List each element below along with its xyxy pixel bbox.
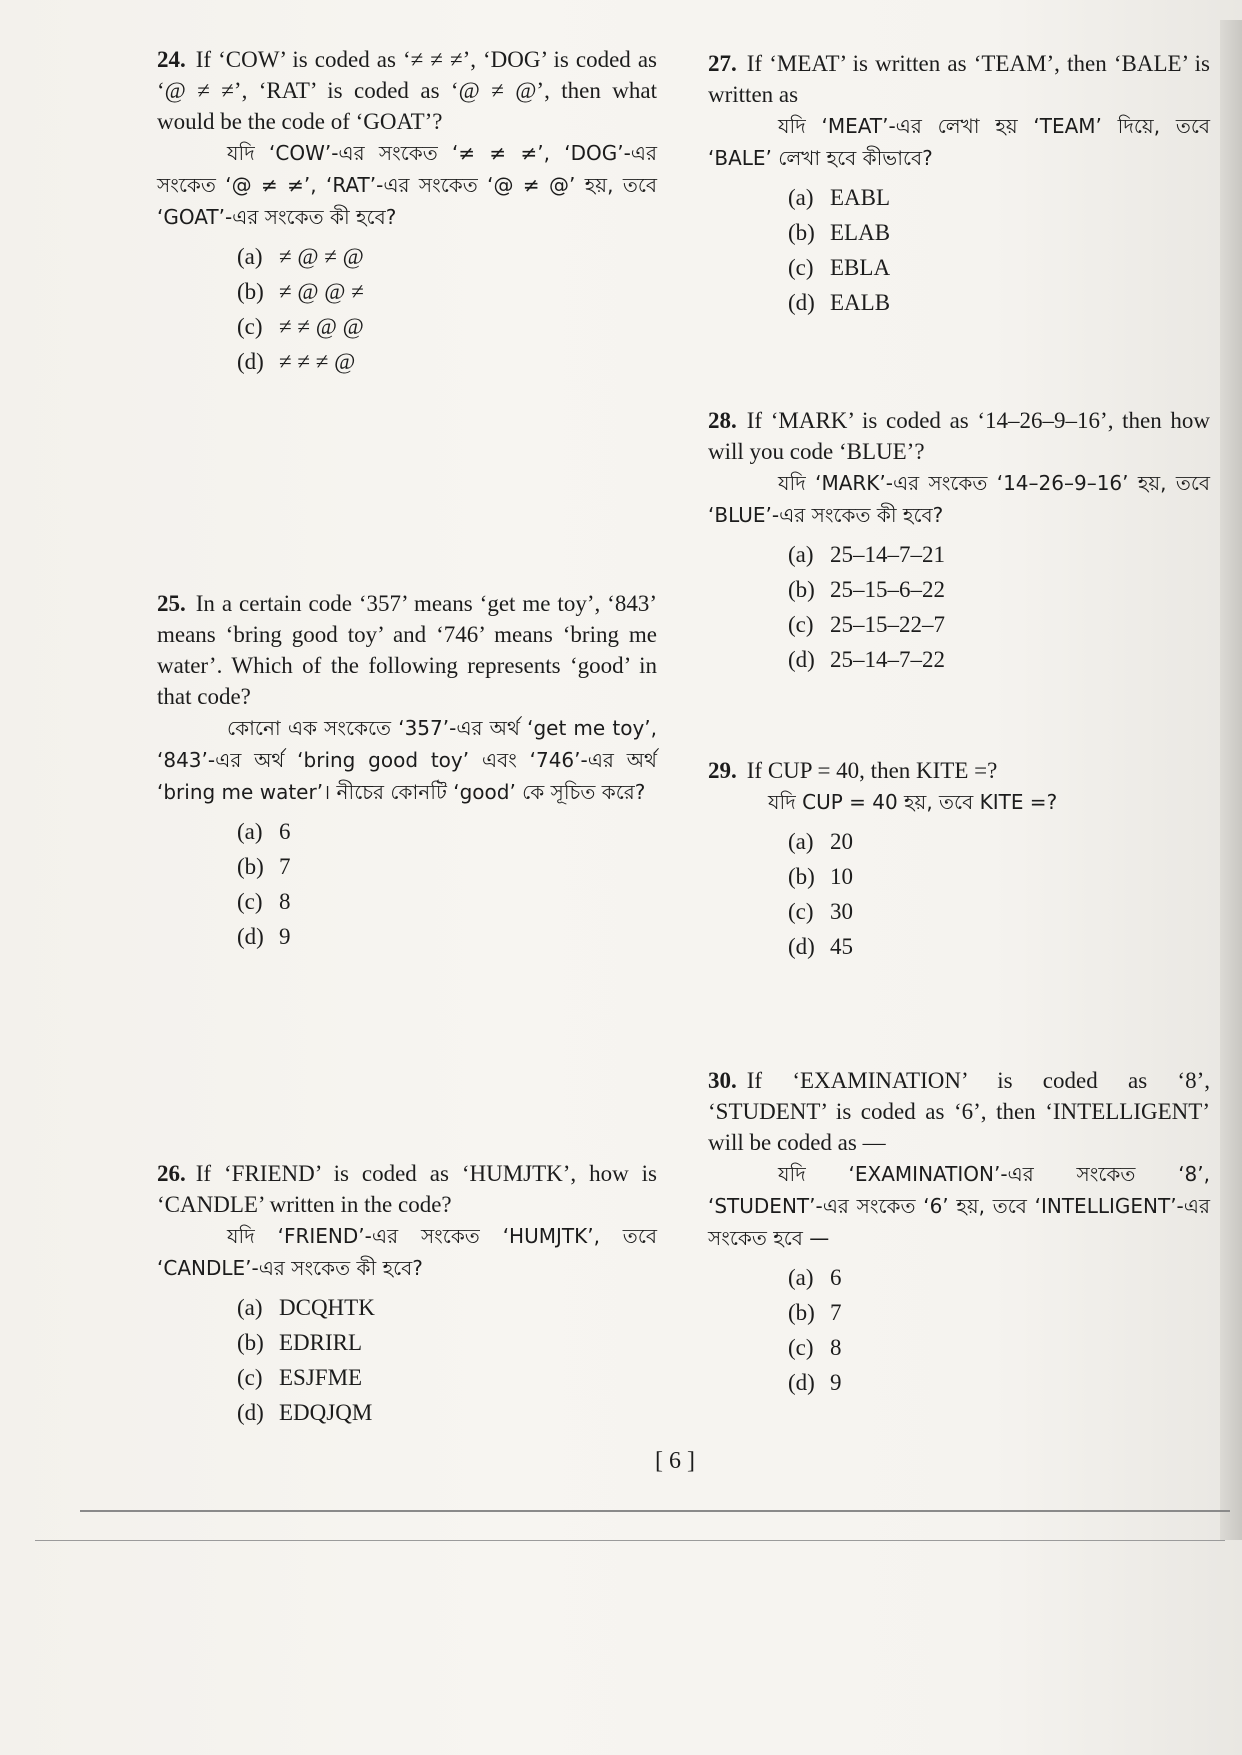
question-text-bengali: যদি ‘EXAMINATION’-এর সংকেত ‘8’, ‘STUDENT’-এর সংকেত ‘6’ হয়, তবে ‘INTELLIGENT’-এর সংকেত হবে — (708, 1162, 1210, 1250)
options-list (788, 537, 1210, 677)
footer-rule-secondary (35, 1540, 1225, 1541)
question-number: 25. (157, 591, 186, 616)
question-text-bengali: যদি ‘MEAT’-এর লেখা হয় ‘TEAM’ দিয়ে, তবে ‘BALE’ লেখা হবে কীভাবে? (708, 114, 1210, 170)
option-a: (a) 6 (788, 1265, 842, 1290)
option-c: (c) 8 (788, 1335, 842, 1360)
option-a: (a) EABL (788, 185, 891, 210)
question-24 (157, 44, 657, 379)
options-list (237, 1290, 657, 1430)
options-list (788, 180, 1210, 320)
option-a: (a) 6 (237, 819, 291, 844)
question-text: 27. If ‘MEAT’ is written as ‘TEAM’, then ‘BALE’ is written as (708, 51, 1210, 107)
question-25 (157, 588, 657, 954)
option-c: (c) 30 (788, 899, 853, 924)
option-d: (d) ≠ ≠ ≠ @ (237, 349, 356, 374)
option-c: (c) EBLA (788, 255, 891, 280)
question-text: 28. If ‘MARK’ is coded as ‘14–26–9–16’, then how will you code ‘BLUE’? (708, 408, 1210, 464)
question-number: 26. (157, 1161, 186, 1186)
question-number: 28. (708, 408, 737, 433)
option-b: (b) 25–15–6–22 (788, 577, 945, 602)
question-29 (708, 755, 1210, 964)
question-27 (708, 48, 1210, 320)
question-text: 26. If ‘FRIEND’ is coded as ‘HUMJTK’, how is ‘CANDLE’ written in the code? (157, 1161, 657, 1217)
option-a: (a) 25–14–7–21 (788, 542, 945, 567)
option-b: (b) 10 (788, 864, 853, 889)
question-text-bengali: যদি CUP = 40 হয়, তবে KITE =? (768, 790, 1058, 814)
question-text: 29. If CUP = 40, then KITE =? (708, 758, 998, 783)
question-28 (708, 405, 1210, 677)
option-d: (d) EALB (788, 290, 891, 315)
question-26 (157, 1158, 657, 1430)
options-list (788, 1260, 1210, 1400)
question-number: 24. (157, 47, 186, 72)
option-d: (d) 45 (788, 934, 853, 959)
question-text: 25. In a certain code ‘357’ means ‘get me toy’, ‘843’ means ‘bring good toy’ and ‘746’ means ‘bring me water’. Which of the following represents ‘good’ in that code? (157, 591, 657, 709)
question-text: 30. If ‘EXAMINATION’ is coded as ‘8’, ‘STUDENT’ is coded as ‘6’, then ‘INTELLIGENT’ will be coded as — (708, 1068, 1210, 1155)
question-number: 29. (708, 758, 737, 783)
option-a: (a) DCQHTK (237, 1295, 375, 1320)
option-b: (b) 7 (237, 854, 291, 879)
option-c: (c) 8 (237, 889, 291, 914)
option-d: (d) 9 (788, 1370, 842, 1395)
options-list (788, 824, 1210, 964)
question-30 (708, 1065, 1210, 1400)
option-d: (d) EDQJQM (237, 1400, 373, 1425)
options-list (237, 239, 657, 379)
option-c: (c) ESJFME (237, 1365, 363, 1390)
option-b: (b) EDRIRL (237, 1330, 363, 1355)
footer-rule (80, 1510, 1230, 1512)
option-d: (d) 9 (237, 924, 291, 949)
page-number: [ 6 ] (655, 1448, 695, 1474)
option-c: (c) ≠ ≠ @ @ (237, 314, 364, 339)
page-edge-shadow (1220, 20, 1242, 1540)
options-list (237, 814, 657, 954)
option-b: (b) 7 (788, 1300, 842, 1325)
question-text-bengali: যদি ‘COW’-এর সংকেত ‘≠ ≠ ≠’, ‘DOG’-এর সংকেত ‘@ ≠ ≠’, ‘RAT’-এর সংকেত ‘@ ≠ @’ হয়, তবে ‘GOAT’-এর সংকেত কী হবে? (157, 141, 657, 229)
option-c: (c) 25–15–22–7 (788, 612, 945, 637)
option-a: (a) 20 (788, 829, 853, 854)
question-text-bengali: যদি ‘FRIEND’-এর সংকেত ‘HUMJTK’, তবে ‘CANDLE’-এর সংকেত কী হবে? (157, 1224, 657, 1280)
question-number: 30. (708, 1068, 737, 1093)
question-text-bengali: কোনো এক সংকেতে ‘357’-এর অর্থ ‘get me toy’, ‘843’-এর অর্থ ‘bring good toy’ এবং ‘746’-এর অর্থ ‘bring me water’। নীচের কোনটি ‘good’ কে সূচিত করে? (157, 716, 657, 804)
question-text: 24. If ‘COW’ is coded as ‘≠ ≠ ≠’, ‘DOG’ is coded as ‘@ ≠ ≠’, ‘RAT’ is coded as ‘@ ≠ @’, then what would be the code of ‘GOAT’? (157, 47, 657, 134)
option-b: (b) ELAB (788, 220, 891, 245)
question-text-bengali: যদি ‘MARK’-এর সংকেত ‘14–26–9–16’ হয়, তবে ‘BLUE’-এর সংকেত কী হবে? (708, 471, 1210, 527)
question-number: 27. (708, 51, 737, 76)
option-a: (a) ≠ @ ≠ @ (237, 244, 364, 269)
option-d: (d) 25–14–7–22 (788, 647, 945, 672)
option-b: (b) ≠ @ @ ≠ (237, 279, 364, 304)
